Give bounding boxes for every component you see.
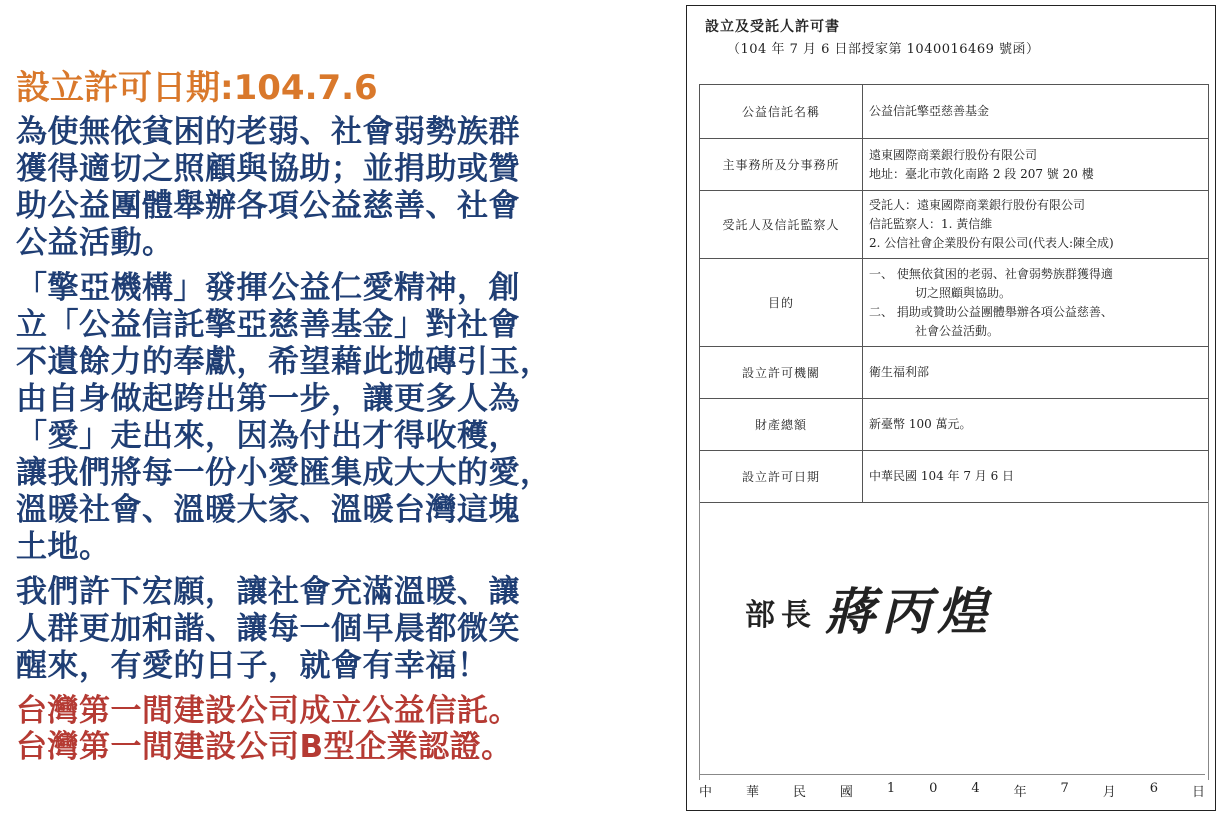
text-line: 公益活動。 [16, 225, 174, 261]
row-label: 設立許可機關 [700, 347, 863, 399]
table-row [700, 191, 1209, 259]
text-line: 「擎亞機構」發揮公益仁愛精神，創 [16, 270, 520, 306]
table-row [700, 139, 1209, 191]
text-line: 助公益團體舉辦各項公益慈善、社會 [16, 188, 520, 224]
highlight-statements [16, 693, 676, 765]
date-char: 月 [1102, 785, 1116, 800]
text-line: 我們許下宏願，讓社會充滿溫暖、讓 [16, 574, 520, 610]
row-label: 主事務所及分事務所 [700, 139, 863, 191]
row-value: 新臺幣 100 萬元。 [863, 399, 1209, 451]
text-line: 醒來，有愛的日子，就會有幸福！ [16, 648, 489, 684]
date-char: 年 [1013, 785, 1027, 800]
row-value: 遠東國際商業銀行股份有限公司 地址：臺北市敦化南路 2 段 207 號 20 樓 [863, 139, 1209, 191]
mission-paragraph [16, 270, 676, 566]
document-date-row [699, 774, 1205, 800]
row-value: 衛生福利部 [863, 347, 1209, 399]
text-line: 「愛」走出來，因為付出才得收穫， [16, 418, 520, 454]
date-char: 華 [745, 785, 759, 800]
text-line: 為使無依貧困的老弱、社會弱勢族群 [16, 114, 520, 150]
date-char: 日 [1191, 785, 1205, 800]
row-label: 目的 [700, 259, 863, 347]
date-char: 0 [929, 781, 938, 796]
row-label: 受託人及信託監察人 [700, 191, 863, 259]
row-value: 中華民國 104 年 7 月 6 日 [863, 451, 1209, 503]
document-title: 設立及受託人許可書 [705, 19, 840, 35]
vision-paragraph [16, 574, 676, 685]
date-char: 中 [699, 785, 713, 800]
row-label: 公益信託名稱 [700, 85, 863, 139]
highlight-line: 台灣第一間建設公司成立公益信託。 [16, 693, 520, 729]
date-char: 6 [1149, 781, 1159, 796]
document-reference: （104 年 7 月 6 日部授家第 1040016469 號函） [727, 42, 1040, 57]
text-line: 溫暖社會、溫暖大家、溫暖台灣這塊 [16, 492, 520, 528]
minister-title: 部長 [745, 598, 817, 633]
minister-signature: 蔣丙煌 [825, 582, 993, 641]
row-value: 一、 使無依貧困的老弱、社會弱勢族群獲得適 切之照顧與協助。 二、 捐助或贊助公益團體舉辦各項公益慈善、 社會公益活動。 [863, 259, 1209, 347]
left-text-panel [16, 66, 676, 765]
text-line: 人群更加和諧、讓每一個早晨都微笑 [16, 611, 520, 647]
permit-date-heading: 設立許可日期:104.7.6 [16, 68, 378, 108]
permit-table [699, 84, 1209, 503]
highlight-line: 台灣第一間建設公司B型企業認證。 [16, 729, 513, 765]
text-line: 不遺餘力的奉獻，希望藉此拋磚引玉， [16, 344, 552, 380]
table-row [700, 399, 1209, 451]
row-label: 財產總額 [700, 399, 863, 451]
text-line: 獲得適切之照顧與協助；並捐助或贊 [16, 151, 520, 187]
table-row [700, 85, 1209, 139]
text-line: 由自身做起跨出第一步，讓更多人為 [16, 381, 520, 417]
row-label: 設立許可日期 [700, 451, 863, 503]
table-row [700, 259, 1209, 347]
table-row [700, 347, 1209, 399]
date-char: 國 [839, 785, 853, 800]
text-line: 立「公益信託擎亞慈善基金」對社會 [16, 307, 520, 343]
text-line: 土地。 [16, 529, 111, 565]
date-char: 4 [971, 781, 980, 796]
row-value: 公益信託擎亞慈善基金 [863, 85, 1209, 139]
signature-area [699, 490, 1209, 780]
purpose-paragraph [16, 114, 676, 262]
date-char: 1 [886, 781, 896, 796]
text-line: 讓我們將每一份小愛匯集成大大的愛， [16, 455, 552, 491]
permit-document [686, 5, 1216, 811]
row-value: 受託人：遠東國際商業銀行股份有限公司 信託監察人：1. 黃信維 2. 公信社會企業股份有限公司(代表人:陳全成) [863, 191, 1209, 259]
date-char: 7 [1060, 781, 1069, 796]
date-char: 民 [792, 785, 806, 800]
